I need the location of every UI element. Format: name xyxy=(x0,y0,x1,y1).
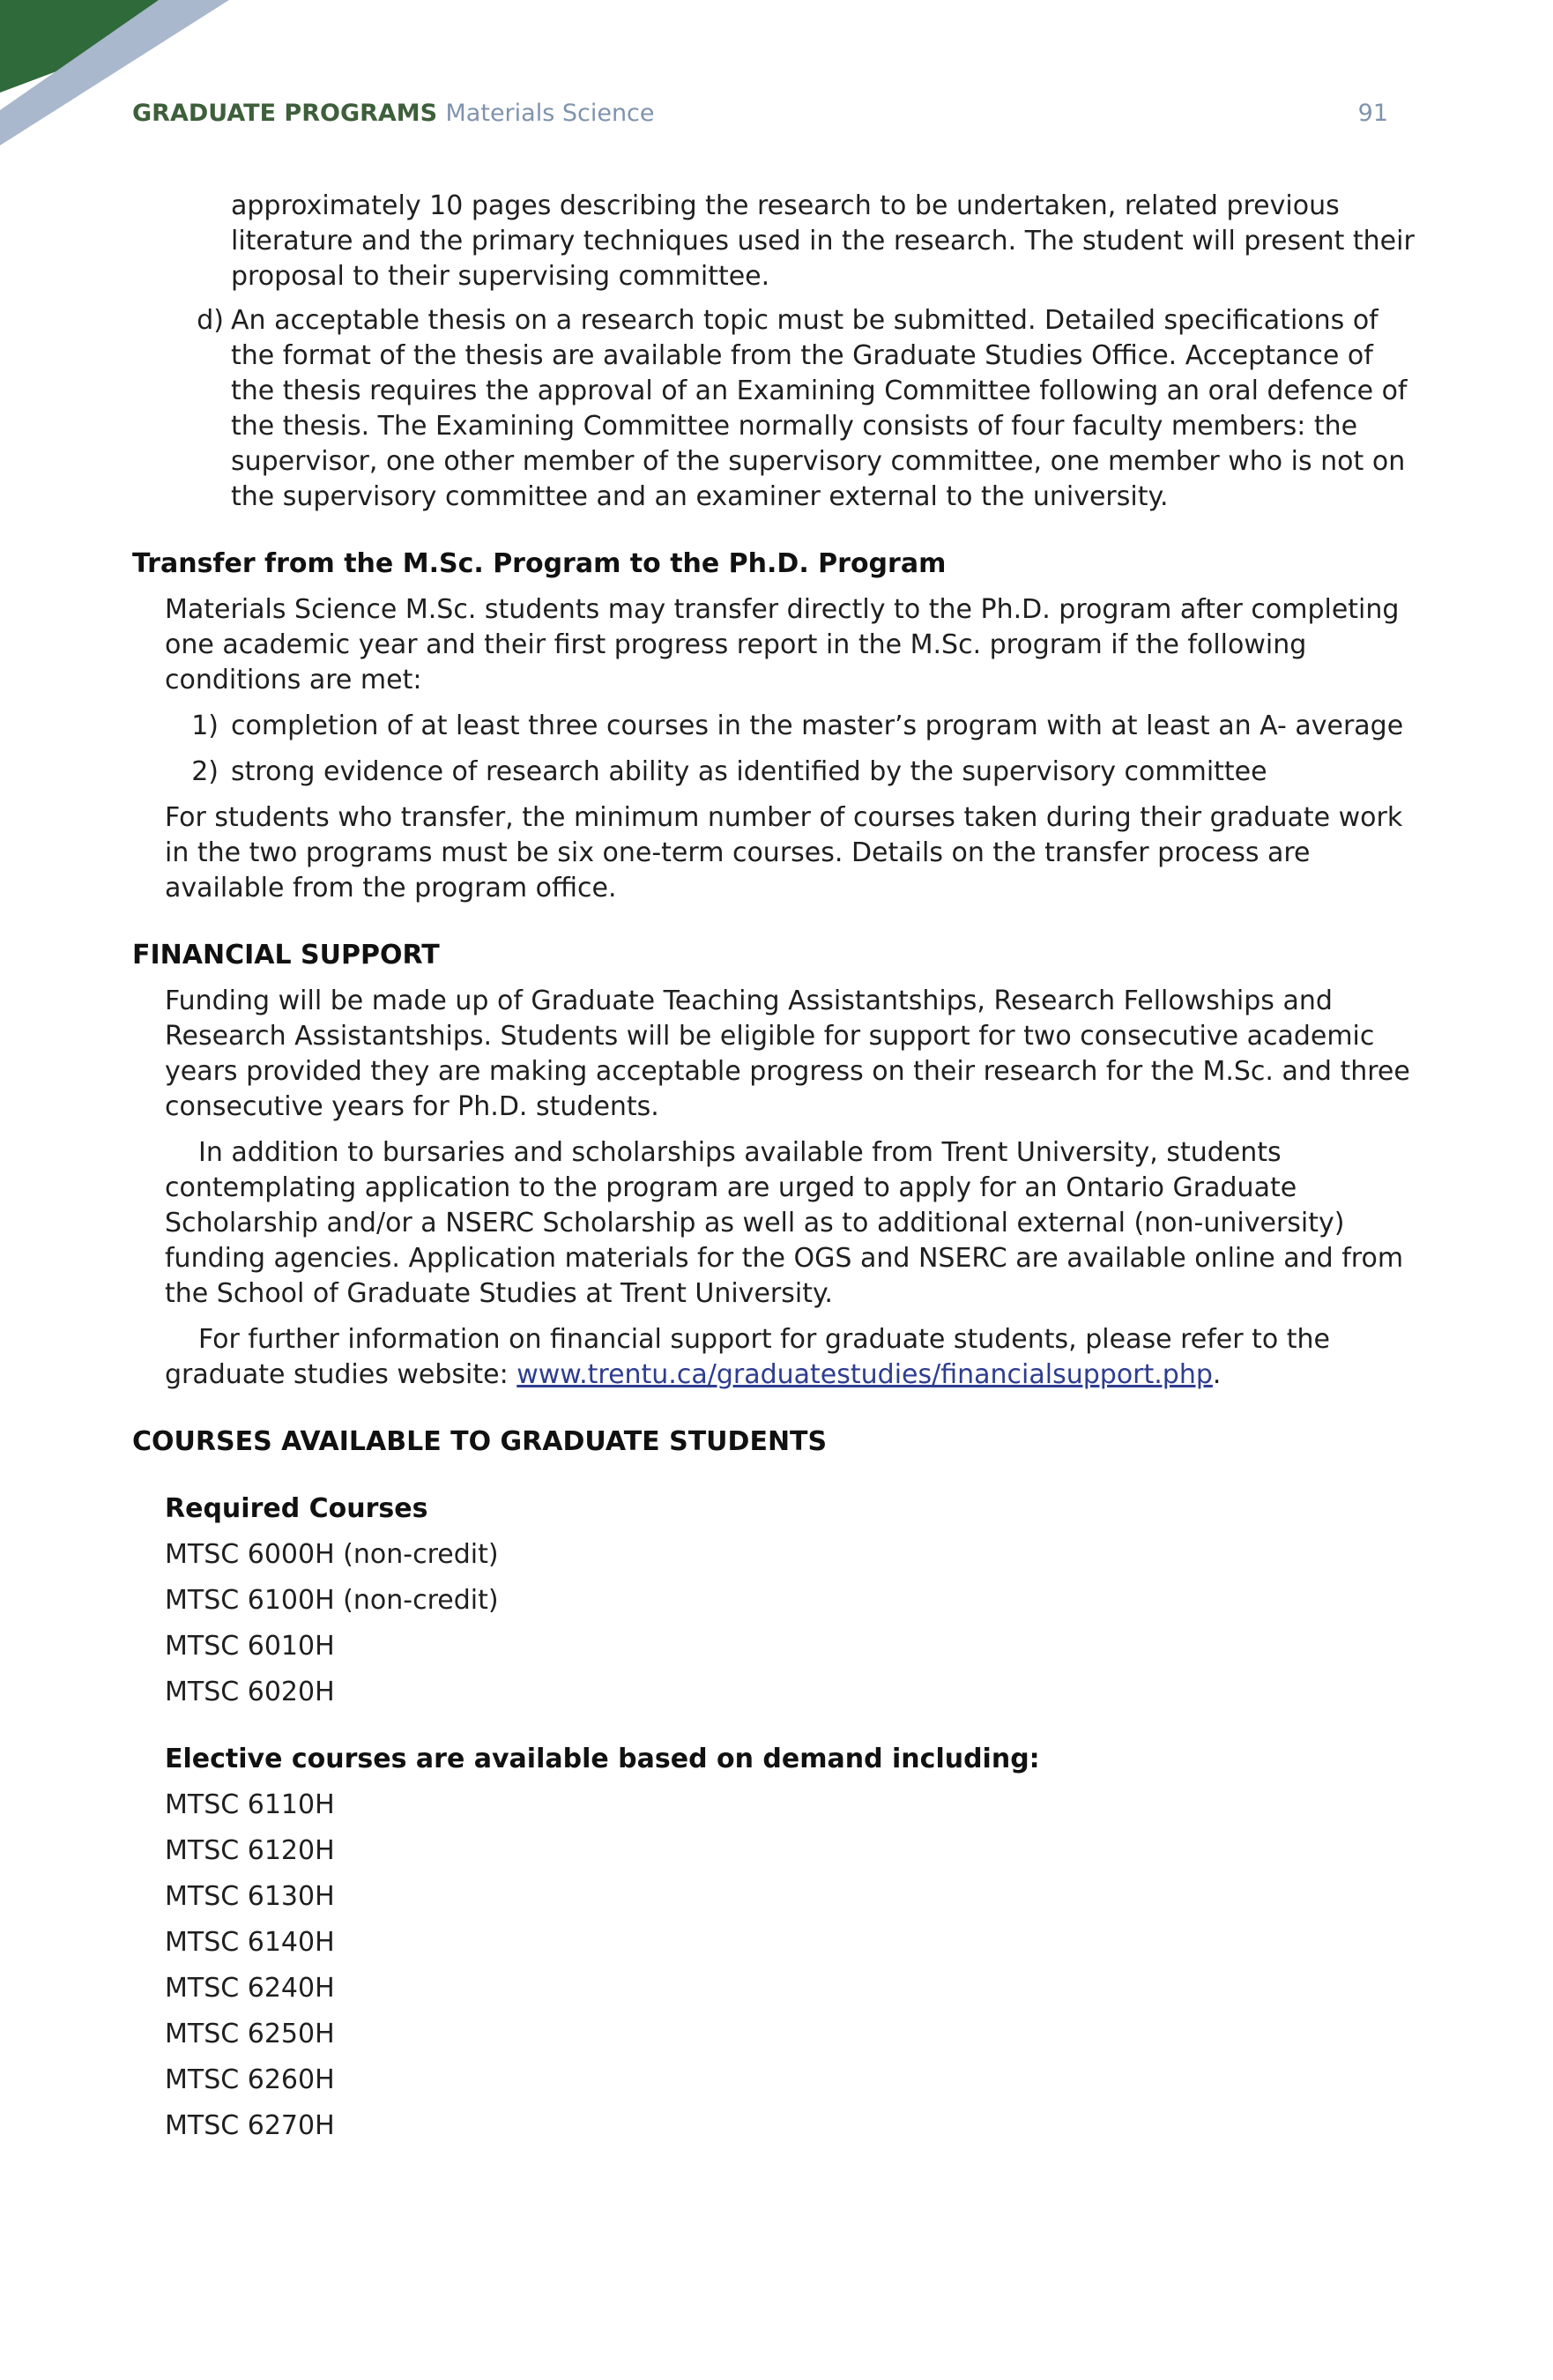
course-item: MTSC 6130H xyxy=(165,1881,335,1912)
course-item: MTSC 6100H (non-credit) xyxy=(165,1585,499,1616)
header-title xyxy=(132,100,655,127)
header-subsection: Materials Science xyxy=(445,100,655,127)
page-number: 91 xyxy=(1357,100,1388,127)
condition-marker: 1) xyxy=(191,710,219,741)
transfer-heading: Transfer from the M.Sc. Program to the Ph.D. Program xyxy=(132,548,947,579)
course-item: MTSC 6250H xyxy=(165,2019,335,2049)
course-item: MTSC 6120H xyxy=(165,1835,335,1866)
corner-decoration xyxy=(0,0,256,159)
course-item: MTSC 6020H xyxy=(165,1677,335,1707)
financial-support-link[interactable]: www.trentu.ca/graduatestudies/financialsupport.php xyxy=(516,1359,1213,1390)
course-item: MTSC 6240H xyxy=(165,1973,335,2004)
page-content xyxy=(132,189,1419,2144)
course-item: MTSC 6260H xyxy=(165,2064,335,2095)
condition-marker: 2) xyxy=(191,756,219,787)
condition-item xyxy=(165,709,1419,744)
financial-paragraph-1: Funding will be made up of Graduate Teaching Assistantships, Research Fellowships and Research Assistantships. Students will be eligible for support for two consecutive academic years provided they are making acceptable progress on their research for the M.Sc. and three consecutive years for Ph.D. students. xyxy=(165,985,1410,1122)
courses-heading: COURSES AVAILABLE TO GRADUATE STUDENTS xyxy=(132,1426,828,1457)
course-item: MTSC 6010H xyxy=(165,1631,335,1662)
list-text: An acceptable thesis on a research topic must be submitted. Detailed specifications of the format of the thesis are available from the Graduate Studies Office. Acceptance of the thesis requires the approval of an Examining Committee following an oral defence of the thesis. The Examining Committee normally consists of four faculty members: the supervisor, one other member of the supervisory committee, one member who is not on the supervisory committee and an examiner external to the university. xyxy=(231,305,1408,512)
financial-p3-text: For further information on financial support for graduate students, please refer to the graduate studies website: xyxy=(165,1324,1330,1390)
financial-paragraph-2: In addition to bursaries and scholarships available from Trent University, students contemplating application to the program are urged to apply for an Ontario Graduate Scholarship and/or a NSERC Scholarship as well as to additional external (non-university) funding agencies. Application materials for the OGS and NSERC are available online and from the School of Graduate Studies at Trent University. xyxy=(165,1137,1404,1309)
condition-text: strong evidence of research ability as identified by the supervisory committee xyxy=(231,756,1267,787)
list-marker: d) xyxy=(197,305,224,336)
course-item: MTSC 6110H xyxy=(165,1789,335,1820)
course-item: MTSC 6000H (non-credit) xyxy=(165,1539,499,1570)
condition-item xyxy=(165,755,1419,790)
financial-p3-end: . xyxy=(1212,1359,1222,1390)
list-item-d xyxy=(132,303,1419,515)
header-section: GRADUATE PROGRAMS xyxy=(132,100,438,127)
continuation-paragraph: approximately 10 pages describing the research to be undertaken, related previous literature and the primary techniques used in the research. The student will present their proposal to their supervising committee. xyxy=(231,190,1415,292)
page-header xyxy=(132,100,1388,135)
required-courses-heading: Required Courses xyxy=(165,1493,428,1524)
course-item: MTSC 6270H xyxy=(165,2110,335,2141)
financial-paragraph-3 xyxy=(165,1322,1419,1393)
transfer-intro: Materials Science M.Sc. students may transfer directly to the Ph.D. program after completing one academic year and their first progress report in the M.Sc. program if the following conditions are met: xyxy=(165,594,1400,695)
course-item: MTSC 6140H xyxy=(165,1927,335,1958)
elective-courses-heading: Elective courses are available based on demand including: xyxy=(165,1744,1040,1774)
condition-text: completion of at least three courses in the master’s program with at least an A- average xyxy=(231,710,1404,741)
financial-heading: FINANCIAL SUPPORT xyxy=(132,940,440,971)
transfer-closing: For students who transfer, the minimum number of courses taken during their graduate work in the two programs must be six one-term courses. Details on the transfer process are available from the program office. xyxy=(165,802,1403,904)
